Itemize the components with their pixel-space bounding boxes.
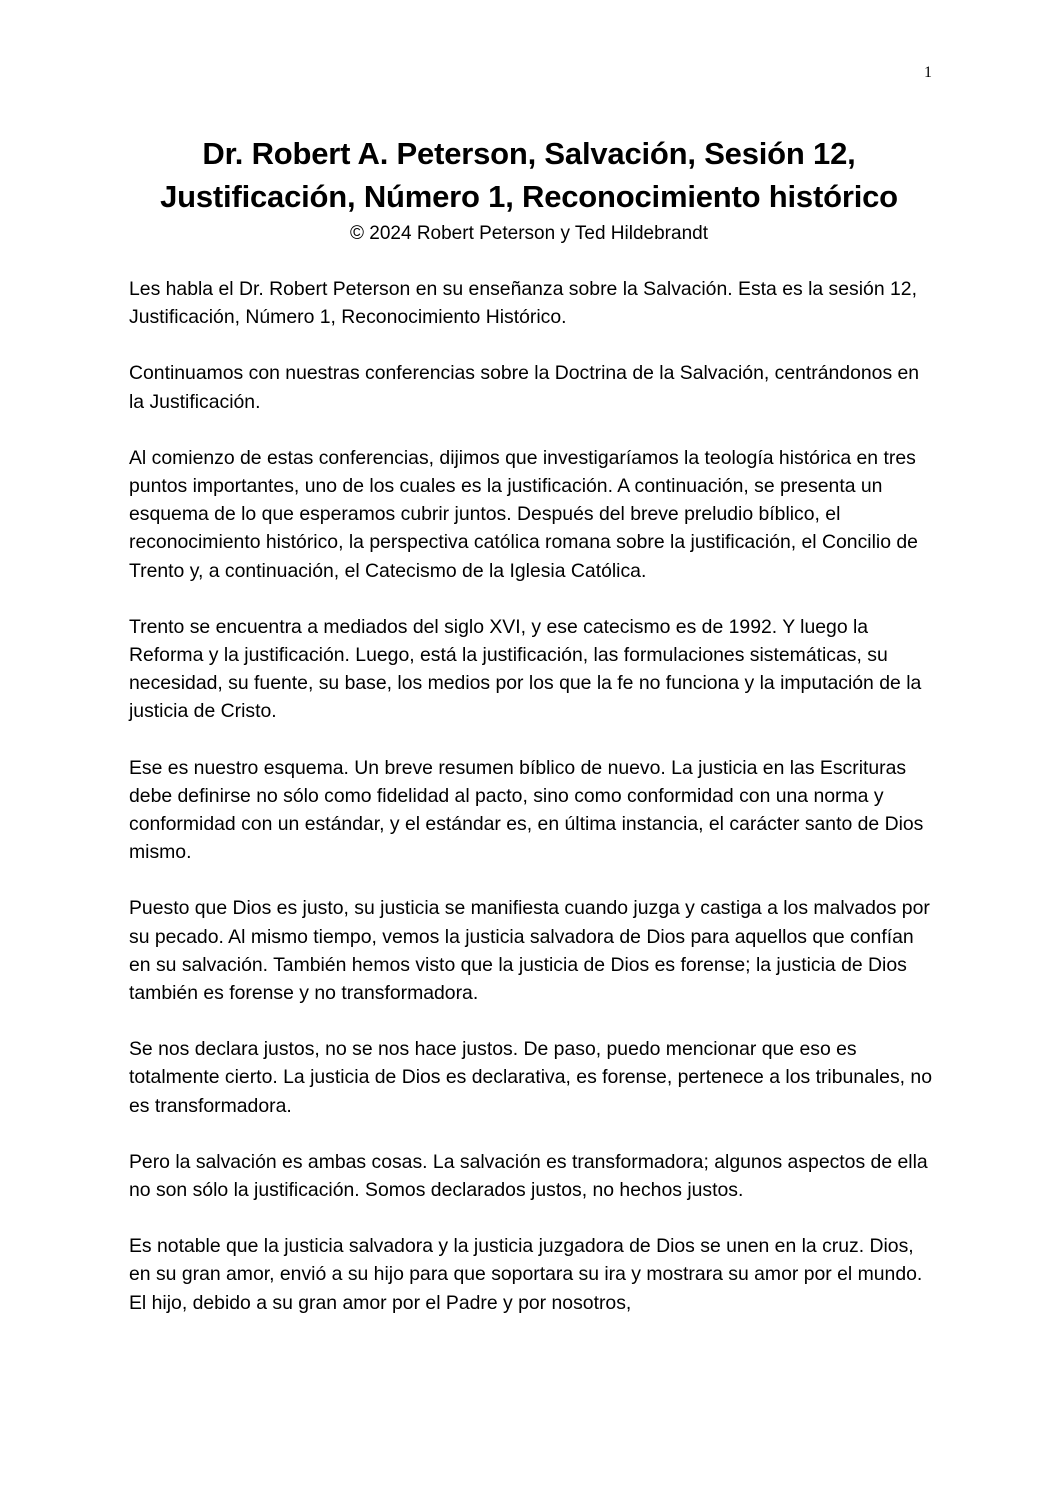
paragraph: Es notable que la justicia salvadora y la justicia juzgadora de Dios se unen en la cruz. Dios, en su gran amor, envió a su hijo para que soportara su ira y mostrara su amor por el mundo. El hijo, debido a su gran amor por el Padre y por nosotros, — [129, 1235, 923, 1314]
page-number: 1 — [924, 64, 932, 81]
copyright-line: © 2024 Robert Peterson y Ted Hildebrandt — [350, 223, 708, 244]
title-line-1: Dr. Robert A. Peterson, Salvación, Sesión 12, — [202, 136, 856, 171]
document-body — [129, 275, 934, 1345]
title-line-2: Justificación, Número 1, Reconocimiento histórico — [160, 179, 898, 214]
paragraph: Continuamos con nuestras conferencias sobre la Doctrina de la Salvación, centrándonos en la Justificación. — [129, 362, 920, 413]
paragraph: Se nos declara justos, no se nos hace justos. De paso, puedo mencionar que eso es totalmente cierto. La justicia de Dios es declarativa, es forense, pertenece a los tribunales, no es transformadora. — [129, 1038, 932, 1117]
paragraph: Les habla el Dr. Robert Peterson en su enseñanza sobre la Salvación. Esta es la sesión 12, Justificación, Número 1, Reconocimiento Histórico. — [129, 278, 917, 329]
paragraph: Trento se encuentra a mediados del siglo XVI, y ese catecismo es de 1992. Y luego la Reforma y la justificación. Luego, está la justificación, las formulaciones sistemáticas, su necesidad, su fuente, su base, los medios por los que la fe no funciona y la imputación de la justicia de Cristo. — [129, 615, 922, 723]
paragraph: Puesto que Dios es justo, su justicia se manifiesta cuando juzga y castiga a los malvados por su pecado. Al mismo tiempo, vemos la justicia salvadora de Dios para aquellos que confían en su salvación. También hemos visto que la justicia de Dios es forense; la justicia de Dios también es forense y no transformadora. — [129, 897, 930, 1005]
document-title — [100, 132, 958, 218]
paragraph: Pero la salvación es ambas cosas. La salvación es transformadora; algunos aspectos de ella no son sólo la justificación. Somos declarados justos, no hechos justos. — [129, 1150, 928, 1202]
paragraph: Ese es nuestro esquema. Un breve resumen bíblico de nuevo. La justicia en las Escrituras debe definirse no sólo como fidelidad al pacto, sino como conformidad con una norma y conformidad con un estándar, y el estándar es, en última instancia, el carácter santo de Dios mismo. — [129, 756, 924, 864]
paragraph: Al comienzo de estas conferencias, dijimos que investigaríamos la teología histórica en tres puntos importantes, uno de los cuales es la justificación. A continuación, se presenta un esquema de lo que esperamos cubrir juntos. Después del breve preludio bíblico, el reconocimiento histórico, la perspectiva católica romana sobre la justificación, el Concilio de Trento y, a continuación, el Catecismo de la Iglesia Católica. — [129, 446, 918, 582]
